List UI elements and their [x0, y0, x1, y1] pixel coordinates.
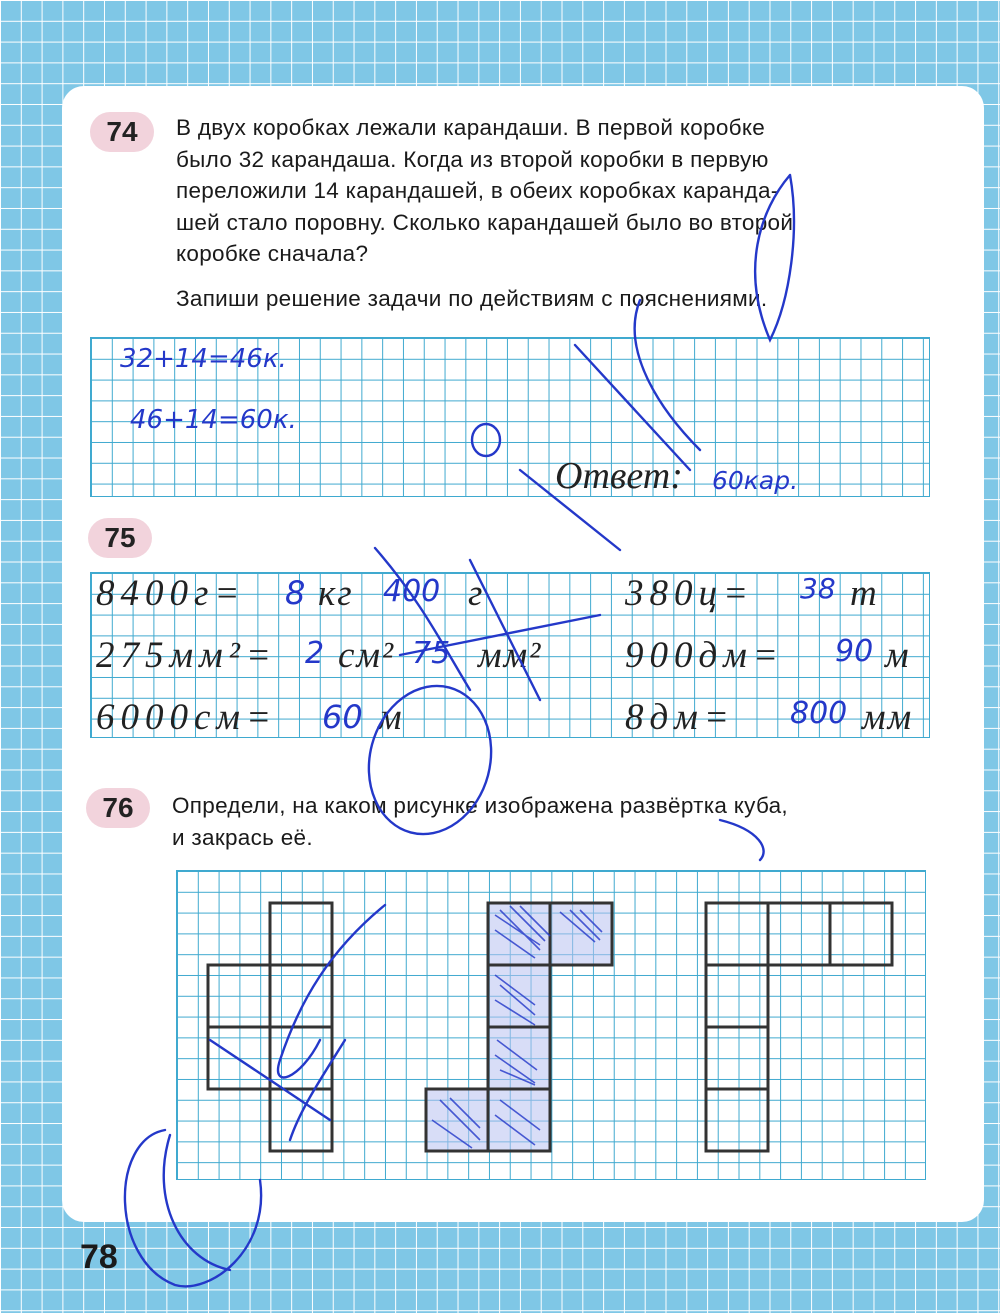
scribble-stroke: [575, 345, 690, 470]
task-74-answer-label: Ответ:: [555, 455, 683, 497]
task-74-line: было 32 карандаша. Когда из второй коробки в первую: [176, 146, 769, 172]
task-75-expr-3: 6000см=: [96, 697, 278, 738]
task-75-expr-5: 900дм=: [625, 635, 784, 676]
scribble-stroke: [164, 1135, 230, 1270]
task-75-unit-6: мм: [862, 697, 914, 738]
cube-net-1: [208, 903, 332, 1151]
task-75-expr-1: 8400г=: [96, 573, 246, 614]
scribble-stroke: [472, 424, 500, 456]
task-75-unit-2a: см²: [338, 635, 396, 676]
scribble-stroke: [635, 300, 700, 450]
task-75-answer-1b: 400: [383, 574, 441, 609]
task-76-line: и закрась её.: [172, 824, 313, 850]
task-75-answer-4: 38: [800, 572, 836, 605]
scribble-stroke: [520, 470, 620, 550]
task-75-answer-2a: 2: [305, 636, 325, 671]
task-76-line: Определи, на каком рисунке изображена развёртка куба,: [172, 793, 788, 818]
task-75-unit-2b: мм²: [478, 635, 543, 676]
task-74-badge: 74: [90, 112, 154, 152]
scribble-stroke: [125, 1130, 261, 1286]
task-74-step-1: 32+14=46к.: [120, 344, 287, 374]
task-74-answer-value: 60кар.: [712, 466, 799, 495]
task-74-instruction: Запиши решение задачи по действиям с пояснениями.: [176, 286, 768, 311]
task-75-unit-4: т: [850, 573, 883, 614]
scribble-stroke: [375, 548, 470, 690]
task-74-line: переложили 14 карандашей, в обеих коробках каранда-: [176, 178, 779, 203]
cube-net-2[interactable]: [426, 903, 612, 1151]
task-75-badge: 75: [88, 518, 152, 558]
task-74-step-2: 46+14=60к.: [130, 405, 297, 435]
task-75-unit-1a: кг: [318, 573, 354, 614]
task-75-answer-1a: 8: [285, 574, 306, 612]
task-75-expr-4: 380ц=: [625, 573, 754, 614]
task-76-badge: 76: [86, 788, 150, 828]
task-74-line: шей стало поровну. Сколько карандашей было во второй: [176, 209, 794, 235]
task-75-expr-2: 275мм²=: [96, 635, 277, 676]
page-number: 78: [80, 1238, 118, 1276]
task-75-answer-2b: 75: [412, 636, 451, 671]
cube-net-3: [706, 903, 892, 1151]
task-75-answer-5: 90: [835, 634, 874, 669]
task-74-line: коробке сначала?: [176, 241, 369, 266]
task-75-expr-6: 8дм=: [625, 697, 735, 738]
scribble-stroke: [353, 672, 508, 848]
task-75-unit-1b: г: [468, 573, 489, 614]
scribble-stroke: [720, 820, 764, 860]
task-75-unit-5: м: [885, 635, 915, 676]
task-74-line: В двух коробках лежали карандаши. В первой коробке: [176, 115, 766, 140]
task-75-answer-3a: 60: [322, 698, 363, 736]
scribble-stroke: [755, 175, 794, 340]
task-75-unit-3a: м: [378, 697, 408, 738]
task-75-answer-6: 800: [790, 696, 848, 731]
